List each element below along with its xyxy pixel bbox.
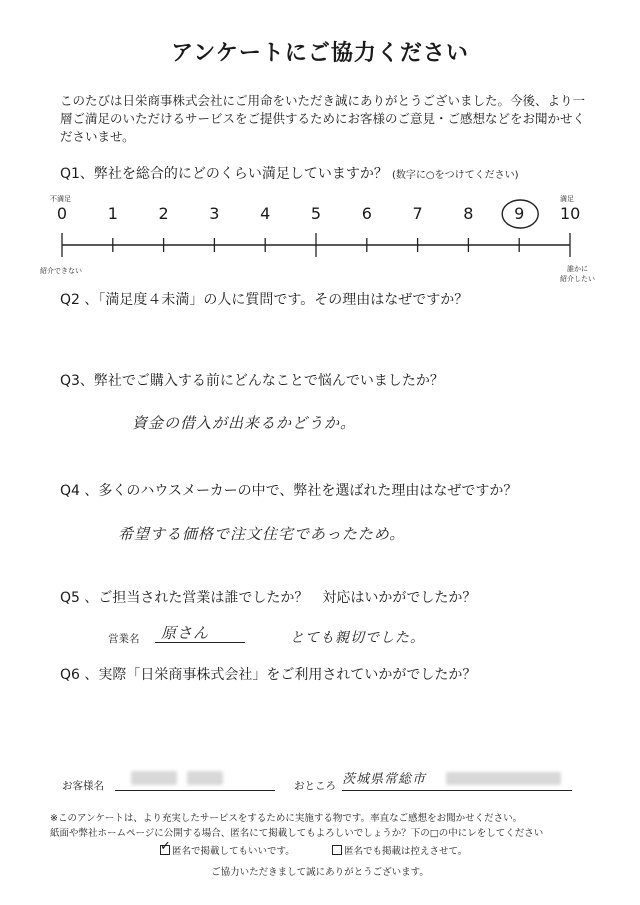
address-visible-part: 茨城県常総市 [342, 772, 427, 787]
sales-name-label: 営業名 [108, 633, 140, 645]
scale-axis-group [62, 200, 570, 257]
thanks-text: ご協力いただきまして誠にありがとうございます。 [211, 867, 429, 878]
scale-number-7[interactable]: 7 [412, 204, 423, 223]
question-3-answer: 資金の借入が出来るかどうか。 [132, 414, 357, 432]
scale-left-top-label: 不満足 [50, 195, 71, 203]
scale-number-2[interactable]: 2 [158, 204, 169, 223]
selected-score-circle [502, 200, 538, 228]
publish-option-decline-label: 匿名でも掲載は控えさせて。 [344, 846, 468, 857]
footnote-line-1: ※このアンケートは、より充実したサービスをするために実施する物です。率直なご感想をお聞かせください。 [50, 813, 523, 824]
checkbox-anonymous[interactable] [160, 839, 171, 855]
customer-name-label: お客様名 [62, 780, 104, 792]
redacted-address-part [446, 772, 561, 785]
publish-option-decline[interactable] [332, 843, 467, 857]
publish-option-anonymous-label: 匿名で掲載してもいいです。 [172, 846, 295, 857]
scale-number-6[interactable]: 6 [361, 204, 372, 223]
question-4-answer: 希望する価格で注文住宅であったため。 [118, 525, 406, 543]
question-2-text: Q2 、「満足度４未満」の人に質問です。その理由はなぜですか？ [60, 292, 469, 308]
page-title: アンケートにご協力ください [171, 41, 469, 66]
checkbox-decline[interactable] [332, 845, 342, 855]
intro-text: このたびは日栄商事株式会社にご用命をいただき誠にありがとうございました。今後、より一層ご満足のいただけるサービスをご提供するためにお客様のご意見・ご感想などをお聞かせくださいませ。 [60, 93, 586, 144]
scale-number-9[interactable]: 9 [514, 204, 525, 223]
address-field [342, 768, 572, 791]
scale-right-bottom-label-line2: 紹介したい [560, 275, 595, 283]
scale-number-0[interactable]: 0 [56, 204, 68, 223]
question-1-note: (数字に○をつけてください) [391, 170, 519, 181]
sales-name-value: 原さん [161, 624, 210, 642]
publish-option-anonymous[interactable] [160, 839, 295, 857]
question-3-text: Q3、弊社でご購入する前にどんなことで悩んでいましたか？ [60, 373, 444, 389]
question-4-text: Q4 、多くのハウスメーカーの中で、弊社を選ばれた理由はなぜですか？ [60, 483, 518, 499]
scale-right-bottom-label-line1: 誰かに [567, 265, 588, 273]
customer-name-field [115, 768, 275, 791]
sales-response: とても親切でした。 [290, 630, 425, 646]
question-1-text: Q1、弊社を総合的にどのくらい満足していますか？ [60, 166, 388, 182]
scale-number-1[interactable]: 1 [107, 204, 118, 223]
question-6-text: Q6 、実際「日栄商事株式会社」をご利用されていかがでしたか？ [60, 667, 477, 683]
footnote-line-2: 紙面や弊社ホームページに公開する場合、匿名にて掲載してもよろしいでしょうか？下の□の中にレをしてください [50, 828, 544, 839]
scale-number-3[interactable]: 3 [209, 204, 220, 223]
sales-name-field [155, 624, 245, 643]
scale-number-5[interactable]: 5 [310, 204, 322, 223]
address-label: おところ [294, 780, 336, 792]
redacted-name-part-2 [187, 771, 223, 785]
scale-left-bottom-label: 紹介できない [40, 267, 82, 275]
scale-number-10[interactable]: 10 [560, 204, 581, 223]
scale-number-4[interactable]: 4 [260, 204, 271, 223]
question-5-text: Q5 、ご担当された営業は誰でしたか？ 対応はいかがでしたか？ [60, 590, 477, 606]
scale-right-bottom-label [560, 264, 595, 284]
check-mark-icon: ✓ [160, 839, 171, 854]
scale-right-top-label: 満足 [560, 195, 574, 203]
scale-number-8[interactable]: 8 [463, 204, 474, 223]
redacted-name-part-1 [131, 771, 177, 785]
